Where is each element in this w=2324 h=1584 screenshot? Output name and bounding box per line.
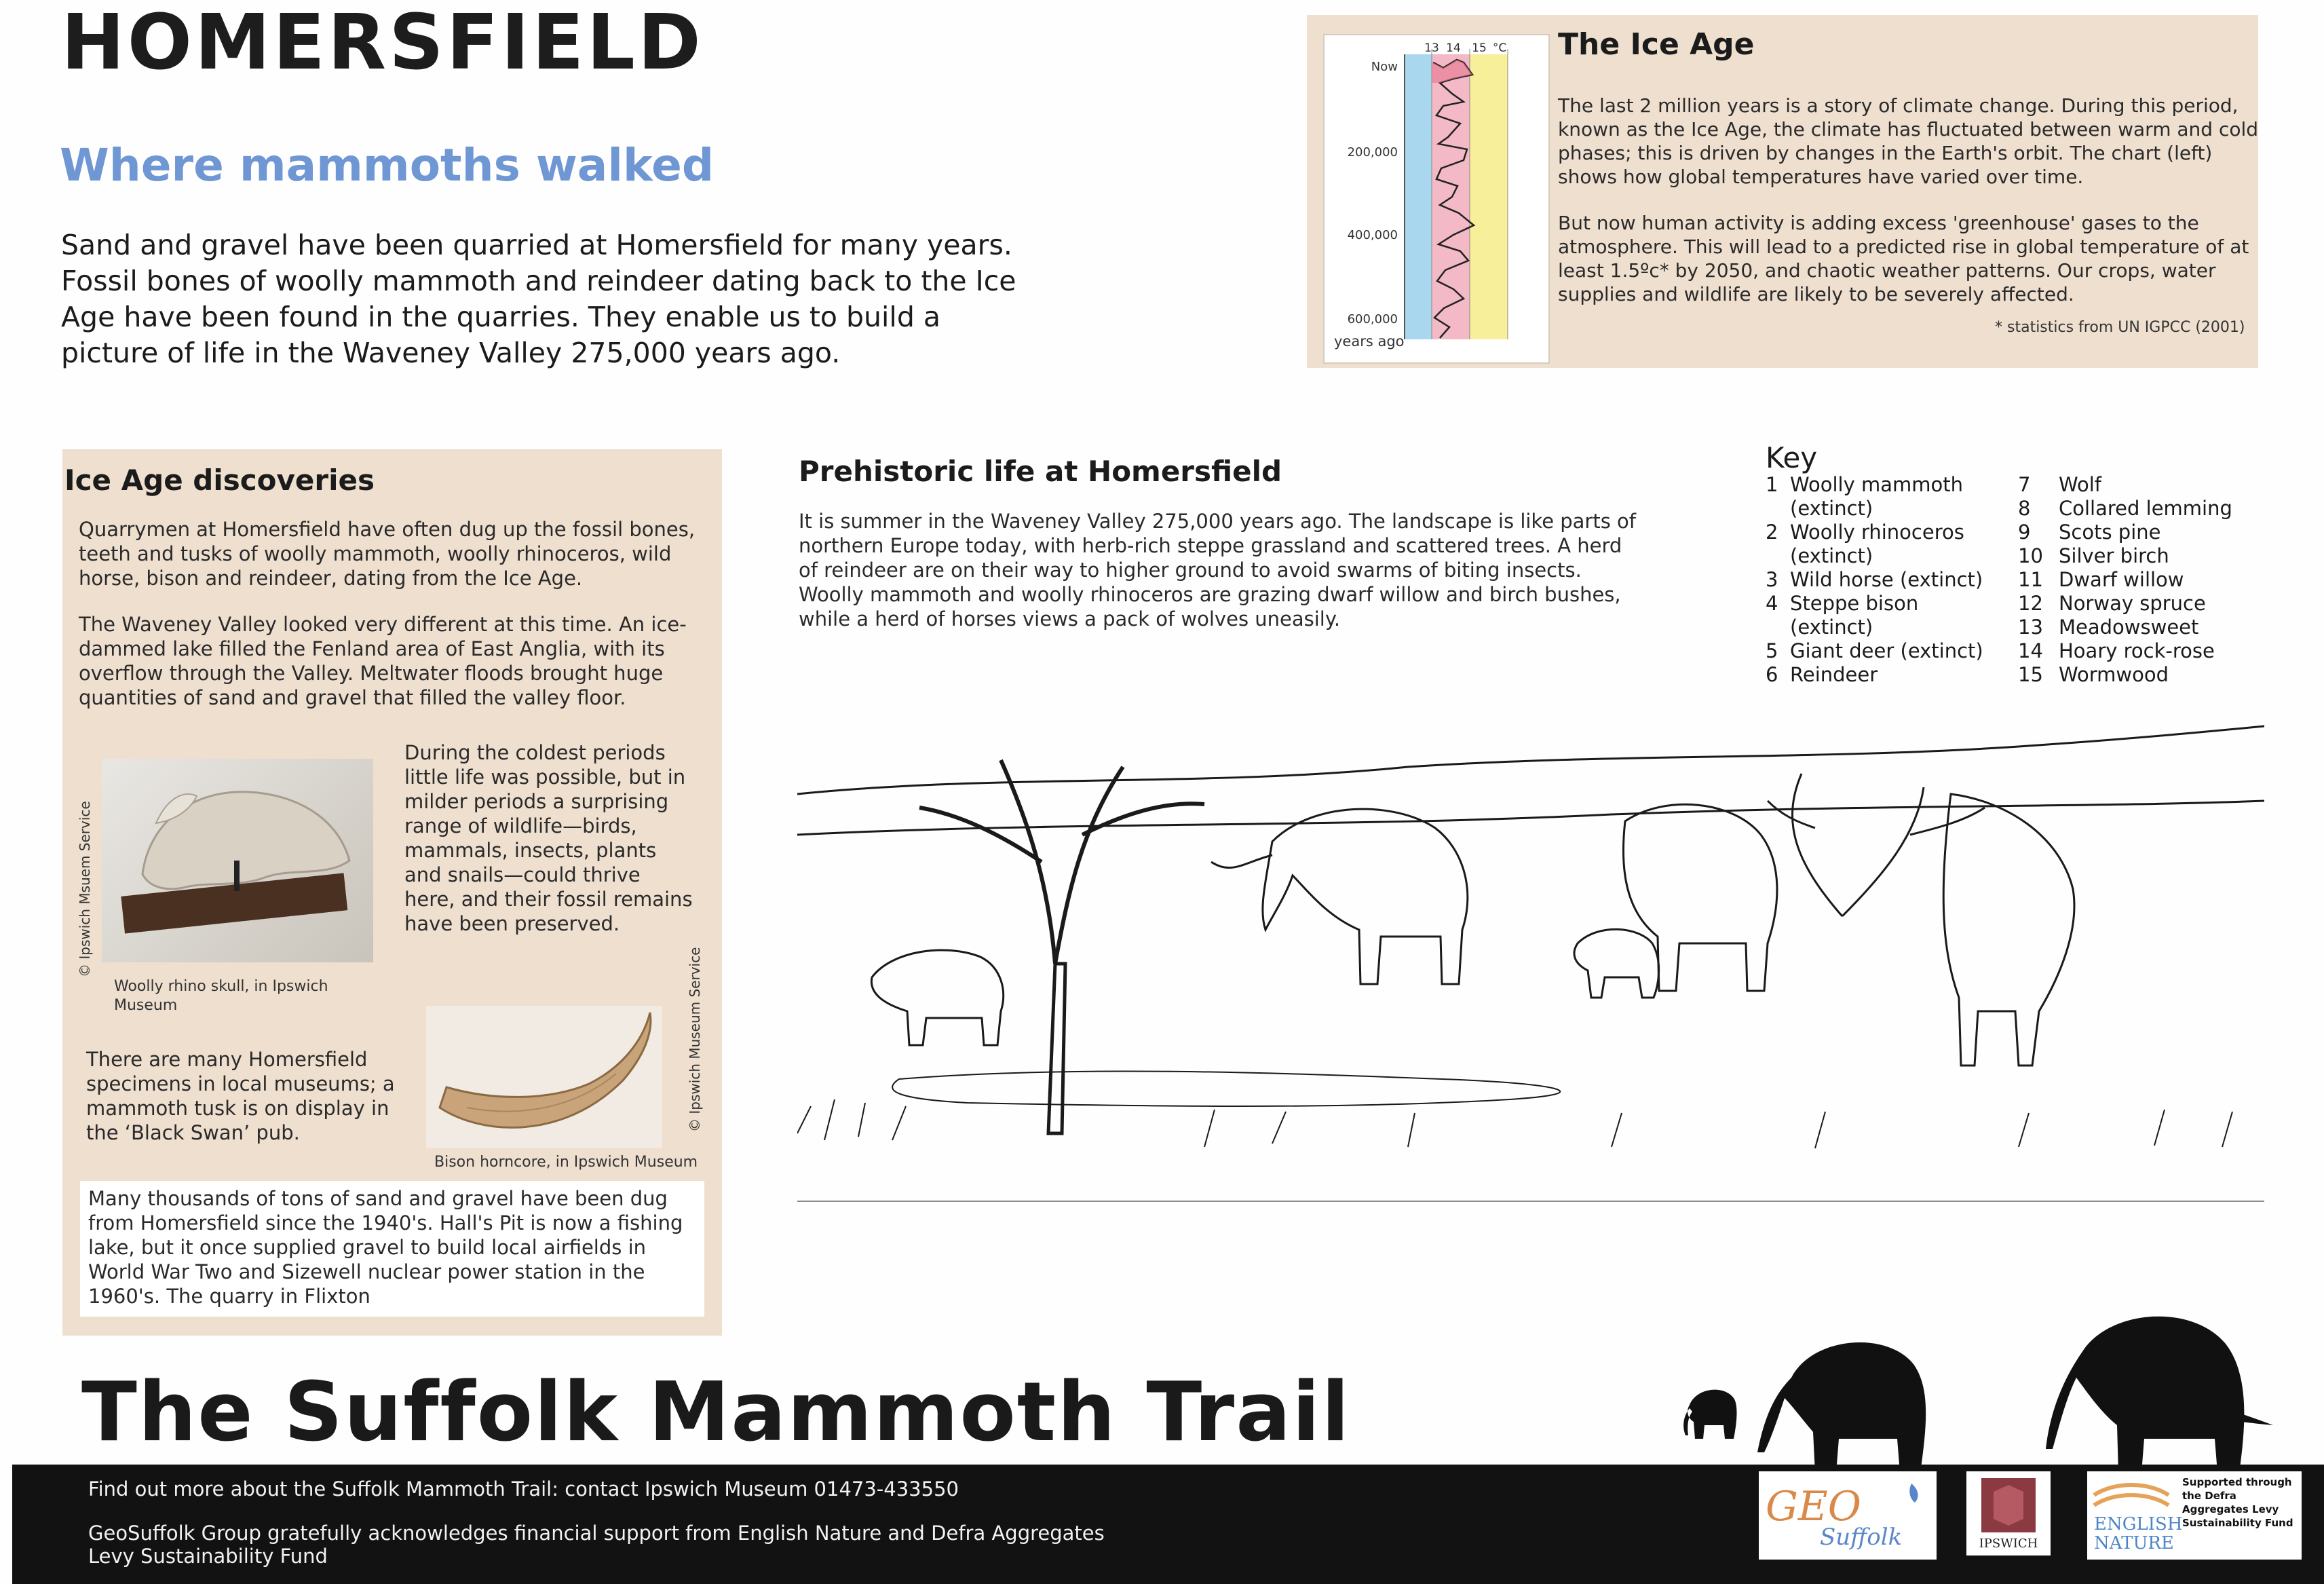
key-label: Silver birch [2059,544,2169,567]
intro-paragraph: Sand and gravel have been quarried at Homersfield for many years. Fossil bones of woolly mammoth and reindeer dating back to the Ice Age have been found in the quarries. They enable us to build a picture of life in the Waveney Valley 275,000 years ago. [61,229,1016,369]
prehistoric-title: Prehistoric life at Homersfield [799,455,1282,488]
geosuffolk-logo [1759,1471,1937,1560]
ipswich-museum-logo [1966,1471,2051,1555]
key-label: Steppe bison [1790,592,1919,615]
temp-tick: 15 [1472,41,1487,55]
key-number: 13 [2018,616,2043,639]
key-label: Wormwood [2059,663,2169,686]
mammoth-icon [2046,1317,2273,1473]
key-label: Meadowsweet [2059,616,2199,639]
key-sub: (extinct) [1790,616,1873,639]
key-label: Wild horse (extinct) [1790,568,1983,591]
y-label: Now [1371,60,1398,74]
key-sub: (extinct) [1790,497,1873,520]
key-number: 4 [1766,592,1778,615]
key-item [2018,639,2242,663]
key-number: 8 [2018,497,2031,520]
cold-band [1405,54,1432,339]
temp-tick: 14 [1446,41,1461,55]
temp-unit: °C [1492,41,1507,55]
discoveries-paragraph: During the coldest periods little life was possible, but in milder periods a surprising range of wildlife—birds, mammals, insects, plants and snails—could thrive here, and their fossil remains have been preserved. [404,741,693,935]
temp-tick: 13 [1424,41,1439,55]
rhino-photo-caption: Woolly rhino skull, in Ipswich Museum [114,978,328,1014]
key-item [2018,544,2242,568]
ice-age-title: The Ice Age [1558,27,1755,62]
woolly-rhino-skull-photo [102,759,373,962]
key-label: Giant deer (extinct) [1790,639,1983,662]
key-label: Norway spruce [2059,592,2206,615]
english-nature-text: ENGLISH [2094,1514,2183,1534]
temperature-chart [1323,34,1550,364]
key-number: 12 [2018,592,2043,615]
key-label: Wolf [2059,473,2101,496]
key-label: Hoary rock-rose [2059,639,2215,662]
key-sub: (extinct) [1790,544,1873,567]
key-title: Key [1766,441,1818,474]
english-nature-logo [2087,1471,2302,1560]
horn-photo-credit: © Ipswich Museum Service [687,947,703,1132]
key-item [1766,473,1989,521]
key-number: 7 [2018,473,2031,496]
prehistoric-scene-illustration [797,658,2264,1276]
scene-svg [797,658,2264,1276]
y-label: 200,000 [1347,145,1398,159]
key-list-animals [1766,473,1989,687]
discoveries-paragraph: There are many Homersfield specimens in local museums; a mammoth tusk is on display in the ‘Black Swan’ pub. [86,1048,395,1144]
page-subtitle: Where mammoths walked [60,139,715,191]
mammoth-silhouettes [1676,1303,2324,1473]
geosuffolk-logo-subtext: Suffolk [1820,1524,1903,1551]
warm-band [1470,54,1508,339]
discoveries-paragraph: The Waveney Valley looked very different at this time. An ice-dammed lake filled the Fenland area of East Anglia, with its overflow through the Valley. Meltwater floods brought huge quantities of sand and gravel that filled the valley floor. [79,613,687,709]
key-item [1766,568,1989,592]
y-label: 400,000 [1347,228,1398,242]
page-title: HOMERSFIELD [61,0,704,87]
key-label: Scots pine [2059,521,2161,544]
key-label: Woolly mammoth [1790,473,1963,496]
bison-horncore-photo [426,1006,662,1148]
ice-age-paragraph: The last 2 million years is a story of climate change. During this period, known as the Ice Age, the climate has fluctuated between warm and cold phases; this is driven by changes in the Earth's orbit. The chart (left) shows how global temperatures have varied over time. [1558,94,2259,188]
discoveries-paragraph: Quarrymen at Homersfield have often dug up the fossil bones, teeth and tusks of woolly mammoth, woolly rhinoceros, wild horse, bison and reindeer, dating from the Ice Age. [79,518,696,590]
key-item [1766,521,1989,568]
prehistoric-paragraph: It is summer in the Waveney Valley 275,000 years ago. The landscape is like parts of northern Europe today, with herb-rich steppe grassland and scattered trees. A herd of reindeer are on their way to higher ground to avoid swarms of biting insects. Woolly mammoth and woolly rhinoceros are grazing dwarf willow and birch bushes, while a herd of horses views a pack of wolves uneasily. [799,510,1637,630]
baby-mammoth-icon [1683,1390,1736,1439]
english-nature-text: NATURE [2094,1533,2174,1553]
key-item [2018,473,2242,497]
y-axis-label: years ago [1334,333,1405,350]
key-number: 14 [2018,639,2043,662]
discoveries-title: Ice Age discoveries [64,464,375,497]
key-label: Collared lemming [2059,497,2232,520]
footer-acknowledgement: GeoSuffolk Group gratefully acknowledges financial support from English Nature and Defra Aggregates Levy Sustainability Fund [88,1522,1105,1568]
key-number: 1 [1766,473,1778,496]
key-number: 11 [2018,568,2043,591]
key-number: 9 [2018,521,2031,544]
rhino-photo-credit: © Ipswich Msuem Service [77,801,93,977]
key-number: 10 [2018,544,2043,567]
key-item [1766,639,1989,663]
quarry-note-text: Many thousands of tons of sand and gravel have been dug from Homersfield since the 1940's. Hall's Pit is now a fishing lake, but it once supplied gravel to build local airfields in World War Two and Sizewell nuclear power station in the 1960's. The quarry in Flixton [88,1187,683,1308]
ipswich-logo-text: IPSWICH [1979,1536,2038,1551]
key-item [2018,521,2242,544]
ice-age-footnote: * statistics from UN IGPCC (2001) [1995,319,2245,336]
key-item [2018,568,2242,592]
mammoth-icon [1757,1342,1926,1473]
key-number: 5 [1766,639,1778,662]
key-item [2018,663,2242,687]
geosuffolk-logo-text: GEO [1766,1483,1861,1530]
key-label: Dwarf willow [2059,568,2184,591]
key-item [1766,663,1989,687]
key-item [2018,497,2242,521]
horn-photo-caption: Bison horncore, in Ipswich Museum [434,1154,698,1171]
temperature-chart-svg [1325,35,1548,362]
key-number: 15 [2018,663,2043,686]
y-label: 600,000 [1347,312,1398,326]
key-number: 3 [1766,568,1778,591]
ice-age-paragraph: But now human activity is adding excess 'greenhouse' gases to the atmosphere. This will lead to a predicted rise in global temperature of at least 1.5ºc* by 2050, and chaotic weather patterns. Our crops, water supplies and wildlife are likely to be severely affected. [1558,212,2249,305]
key-number: 2 [1766,521,1778,544]
key-item [2018,616,2242,639]
key-number: 6 [1766,663,1778,686]
key-item [1766,592,1989,639]
key-label: Reindeer [1790,663,1878,686]
key-item [2018,592,2242,616]
footer-contact: Find out more about the Suffolk Mammoth Trail: contact Ipswich Museum 01473-433550 [88,1477,959,1501]
defra-support-note: Supported through the Defra Aggregates Levy Sustainability Fund [2182,1476,2293,1529]
key-list-others [2018,473,2242,687]
trail-title: The Suffolk Mammoth Trail [81,1365,1351,1460]
key-label: Woolly rhinoceros [1790,521,1964,544]
